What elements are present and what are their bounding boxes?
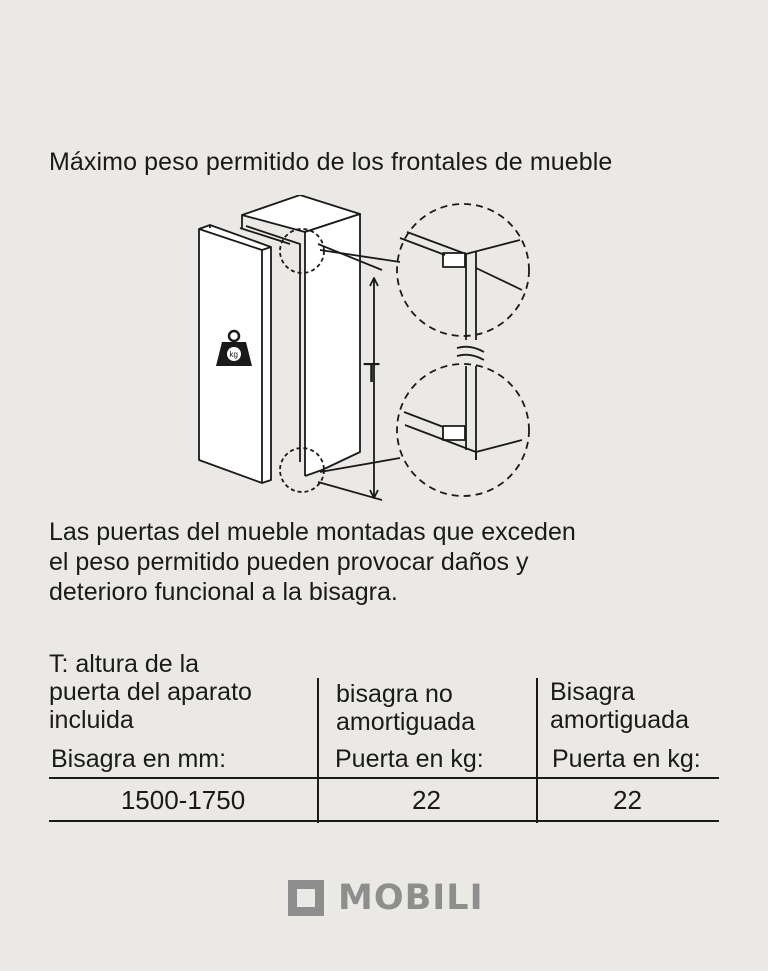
note-line: deterioro funcional a la bisagra.	[49, 578, 398, 606]
note-line: el peso permitido pueden provocar daños y	[49, 548, 529, 576]
brand-logo	[288, 880, 484, 916]
weight-label: kg	[229, 350, 238, 359]
height-label: T	[363, 357, 381, 388]
warning-note	[49, 517, 729, 607]
col-header-damped: Bisagra amortiguada	[550, 678, 689, 734]
col-sub-damped: Puerta en kg:	[552, 745, 701, 773]
hinge-diagram	[180, 195, 540, 505]
col-sub-non-damped: Puerta en kg:	[335, 745, 484, 773]
table-rule	[49, 777, 719, 779]
col-sub-height: Bisagra en mm:	[51, 745, 227, 773]
col-header-height: T: altura de la puerta del aparato incluida	[49, 650, 252, 734]
note-line: Las puertas del mueble montadas que exceden	[49, 518, 576, 546]
logo-text: MOBILI	[338, 878, 484, 918]
col-header-non-damped: bisagra no amortiguada	[336, 680, 475, 736]
square-logo-icon	[288, 880, 324, 916]
cabinet-front	[305, 214, 360, 476]
table-cell-damped: 22	[613, 785, 642, 815]
detail-circle-top	[397, 204, 529, 336]
page-title: Máximo peso permitido de los frontales de mueble	[49, 148, 613, 176]
table-rule	[49, 820, 719, 822]
weight-table	[49, 650, 719, 815]
table-cell-height: 1500-1750	[120, 785, 246, 815]
table-cell-non-damped: 22	[412, 785, 441, 815]
